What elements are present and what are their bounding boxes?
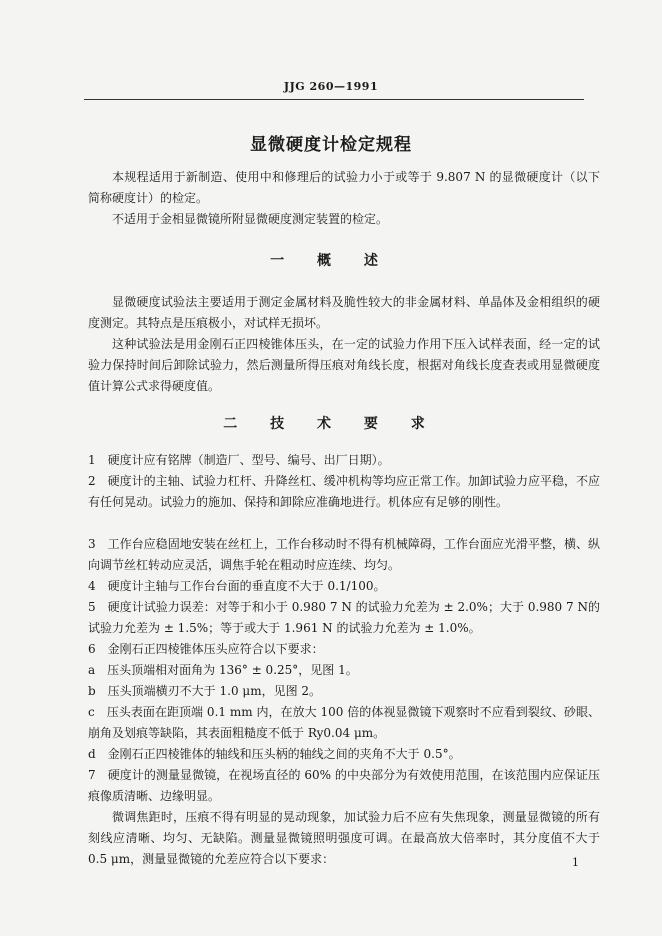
requirement-item: 2 硬度计的主轴、试验力杠杆、升降丝杠、缓冲机构等均应正常工作。加卸试验力应平稳，不应有任何晃动。试验力的施加、保持和卸除应准确地进行。机体应有足够的刚性。 [88,474,600,509]
requirement-paragraph: 微调焦距时，压痕不得有明显的晃动现象，加试验力后不应有失焦现象，测量显微镜的所有刻线应清晰、均匀、无缺陷。测量显微镜照明强度可调。在最高放大倍率时，其分度值不大于 0.5 μm，测量显微镜的允差应符合以下要求： [88,810,600,866]
requirement-item: 5 硬度计试验力误差：对等于和小于 0.980 7 N 的试验力允差为 ± 2.0%；大于 0.980 7 N的试验力允差为 ± 1.5%；等于或大于 1.961 N 的试验力允差为 ± 1.0%。 [88,600,600,635]
requirement-subitem: d 金刚石正四棱锥体的轴线和压头柄的轴线之间的夹角不大于 0.5°。 [88,747,461,761]
page-title: 显微硬度计检定规程 [250,135,412,155]
requirement-item: 4 硬度计主轴与工作台台面的垂直度不大于 0.1/100。 [88,579,386,593]
standard-code: JJG 260—1991 [283,80,379,93]
section-heading-overview: 一 概 述 [270,253,392,269]
requirement-item: 7 硬度计的测量显微镜，在视场直径的 60% 的中央部分为有效使用范围，在该范围内应保证压痕像质清晰、边缘明显。 [88,768,600,803]
requirement-subitem: c 压头表面在距顶端 0.1 mm 内，在放大 100 倍的体视显微镜下观察时不应看到裂纹、砂眼、崩角及划痕等缺陷，其表面粗糙度不低于 Ry0.04 μm。 [88,705,600,740]
overview-paragraph: 显微硬度试验法主要适用于测定金属材料及脆性较大的非金属材料、单晶体及金相组织的硬度测定。其特点是压痕极小，对试样无损坏。 [88,295,600,330]
intro-paragraph: 不适用于金相显微镜所附显微硬度测定装置的检定。 [112,212,389,226]
requirement-item: 1 硬度计应有铭牌（制造厂、型号、编号、出厂日期）。 [88,453,390,467]
intro-paragraph: 本规程适用于新制造、使用中和修理后的试验力小于或等于 9.807 N 的显微硬度计（以下简称硬度计）的检定。 [88,170,600,205]
requirement-item: 3 工作台应稳固地安装在丝杠上，工作台移动时不得有机械障碍，工作台面应光滑平整，横、纵向调节丝杠转动应灵活，调焦手轮在粗动时应连续、均匀。 [88,537,600,572]
requirement-subitem: b 压头顶端横刃不大于 1.0 μm，见图 2。 [88,684,322,698]
overview-paragraph: 这种试验法是用金刚石正四棱锥体压头，在一定的试验力作用下压入试样表面，经一定的试验力保持时间后卸除试验力，然后测量所得压痕对角线长度，根据对角线长度查表或用显微硬度值计算公式求得硬度值。 [88,337,600,393]
page-number: 1 [572,856,579,869]
header-divider [84,99,584,100]
requirement-subitem: a 压头顶端相对面角为 136° ± 0.25°，见图 1。 [88,663,358,677]
requirement-item: 6 金刚石正四棱锥体压头应符合以下要求： [88,642,324,656]
section-heading-requirements: 二 技 术 要 求 [223,416,439,432]
